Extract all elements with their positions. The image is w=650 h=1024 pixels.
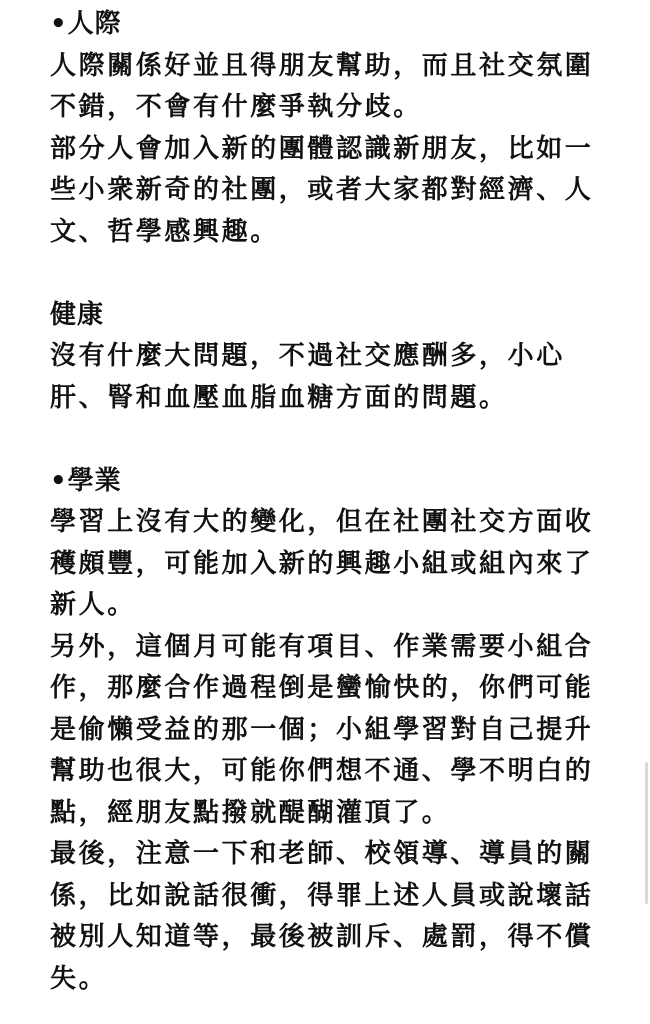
- text-line: 是偷懶受益的那一個；小組學習對自己提升: [50, 714, 594, 745]
- text-line: 最後，注意一下和老師、校領導、導員的關: [50, 839, 594, 869]
- text-line: 不錯，不會有什麼爭執分歧。: [50, 92, 422, 122]
- section-spacer: [50, 253, 610, 295]
- text-line: 被別人知道等，最後被訓斥、處罰，得不償: [50, 922, 594, 952]
- paragraph: [50, 627, 610, 835]
- text-line: 點，經朋友點撥就醍醐灌頂了。: [50, 797, 451, 828]
- paragraph: [50, 46, 610, 129]
- paragraph: [50, 129, 610, 254]
- section-heading-interpersonal: •人際: [50, 9, 122, 39]
- section-heading-health: 健康: [50, 299, 105, 330]
- text-line: 學習上沒有大的變化，但在社團社交方面收: [50, 507, 594, 537]
- article-body: [50, 4, 610, 1000]
- paragraph: [50, 502, 610, 627]
- section-spacer: [50, 419, 610, 461]
- text-line: 文、哲學感興趣。: [50, 216, 279, 247]
- section-heading-study: •學業: [50, 465, 122, 496]
- text-line: 穫頗豐，可能加入新的興趣小組或組內來了: [50, 548, 594, 579]
- paragraph: [50, 336, 610, 419]
- text-line: 新人。: [50, 590, 136, 620]
- text-line: 幫助也很大，可能你們想不通、學不明白的: [50, 756, 594, 786]
- text-line: 人際關係好並且得朋友幫助，而且社交氛圍: [50, 50, 594, 81]
- text-line: 些小衆新奇的社團，或者大家都對經濟、人: [50, 175, 594, 205]
- text-line: 部分人會加入新的團體認識新朋友，比如一: [50, 133, 594, 164]
- scrollbar-thumb[interactable]: [645, 762, 648, 904]
- text-line: 失。: [50, 963, 108, 994]
- text-line: 另外，這個月可能有項目、作業需要小組合: [50, 631, 594, 662]
- paragraph: [50, 834, 610, 1000]
- text-line: 作，那麼合作過程倒是蠻愉快的，你們可能: [50, 673, 594, 703]
- text-line: 肝、腎和血壓血脂血糖方面的問題。: [50, 382, 508, 413]
- text-line: 係，比如說話很衝，得罪上述人員或說壞話: [50, 880, 594, 911]
- text-line: 沒有什麼大問題，不過社交應酬多，小心: [50, 341, 565, 371]
